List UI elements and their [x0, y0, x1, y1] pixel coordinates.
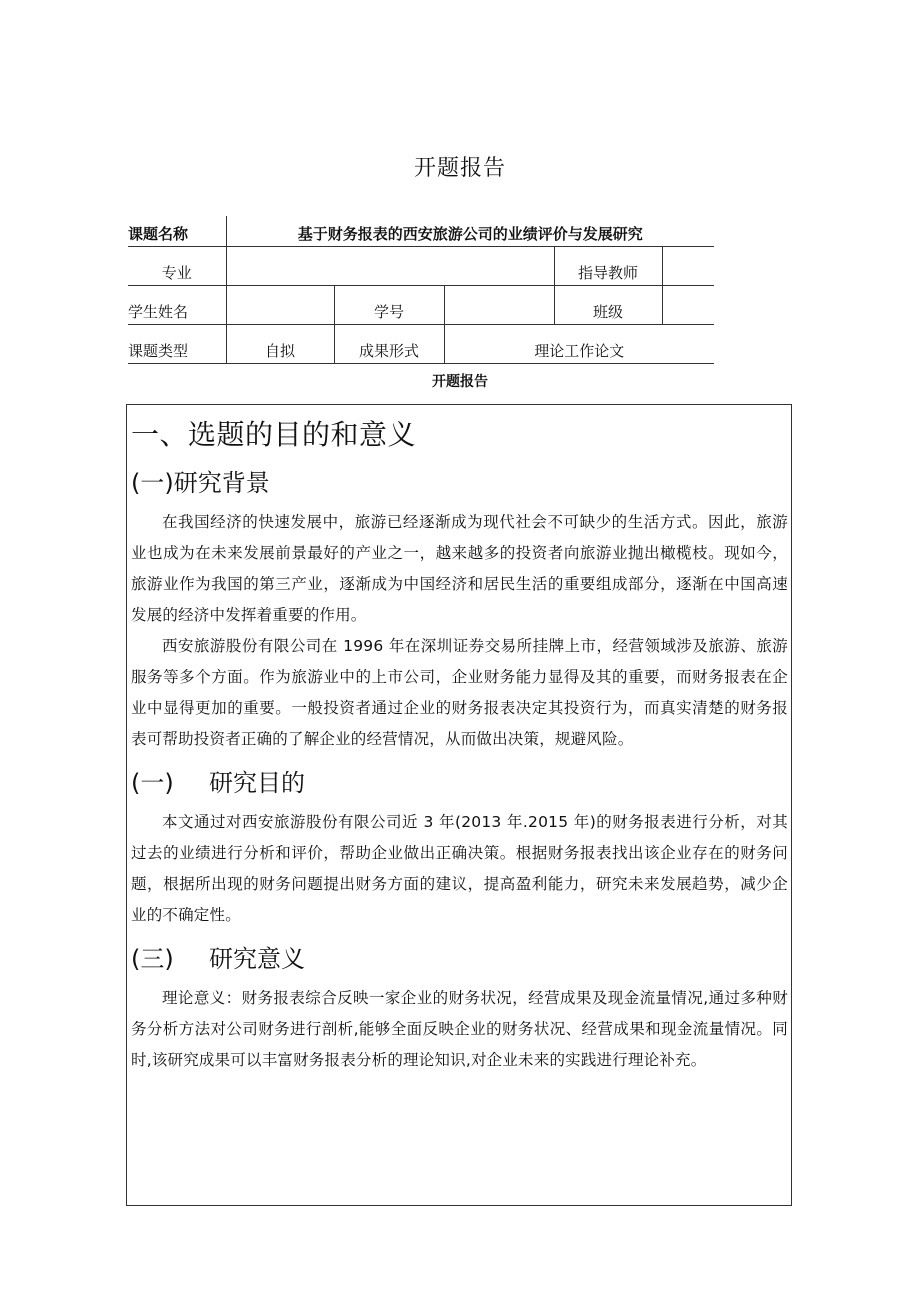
- report-content-box: [126, 404, 792, 1206]
- purpose-title: 研究目的: [209, 769, 305, 797]
- meaning-title: 研究意义: [209, 945, 305, 973]
- table-row: [128, 286, 714, 325]
- page-title: 开题报告: [413, 156, 506, 181]
- major-value: [226, 247, 554, 286]
- topic-label: 课题名称: [128, 216, 226, 247]
- id-value: [444, 286, 554, 325]
- id-label: 学号: [334, 286, 444, 325]
- table-row: [128, 247, 714, 286]
- section-heading: 一、选题的目的和意义: [131, 418, 417, 451]
- student-value: [226, 286, 334, 325]
- background-heading: (一)研究背景: [131, 469, 270, 497]
- purpose-number: (一): [131, 769, 174, 797]
- advisor-label: 指导教师: [554, 247, 662, 286]
- background-paragraph-2: 西安旅游股份有限公司在 1996 年在深圳证券交易所挂牌上市，经营领域涉及旅游、旅游服务等多个方面。作为旅游业中的上市公司，企业财务能力显得及其的重要，而财务报表在企业中显得更加的重要。一般投资者通过企业的财务报表决定其投资行为，而真实清楚的财务报表可帮助投资者正确的了解企业的经营情况，从而做出决策，规避风险。: [131, 637, 788, 748]
- type-value: 自拟: [226, 325, 334, 364]
- class-label: 班级: [554, 286, 662, 325]
- meaning-heading: [131, 941, 788, 977]
- form-value: 理论工作论文: [444, 325, 714, 364]
- info-table: [128, 216, 714, 364]
- purpose-heading: [131, 765, 788, 801]
- student-label: 学生姓名: [128, 286, 226, 325]
- table-row: [128, 325, 714, 364]
- background-paragraph-1: 在我国经济的快速发展中，旅游已经逐渐成为现代社会不可缺少的生活方式。因此，旅游业也成为在未来发展前景最好的产业之一，越来越多的投资者向旅游业抛出橄榄枝。现如今，旅游业作为我国的第三产业，逐渐成为中国经济和居民生活的重要组成部分，逐渐在中国高速发展的经济中发挥着重要的作用。: [131, 513, 788, 624]
- meaning-paragraph: 理论意义：财务报表综合反映一家企业的财务状况，经营成果及现金流量情况,通过多种财务分析方法对公司财务进行剖析,能够全面反映企业的财务状况、经营成果和现金流量情况。同时,该研究成果可以丰富财务报表分析的理论知识,对企业未来的实践进行理论补充。: [131, 989, 788, 1069]
- major-label: 专业: [128, 247, 226, 286]
- advisor-value: [662, 247, 714, 286]
- purpose-paragraph: 本文通过对西安旅游股份有限公司近 3 年(2013 年.2015 年)的财务报表进行分析，对其过去的业绩进行分析和评价，帮助企业做出正确决策。根据财务报表找出该企业存在的财务问题，根据所出现的财务问题提出财务方面的建议，提高盈利能力，研究未来发展趋势，减少企业的不确定性。: [131, 813, 788, 924]
- table-row: [128, 216, 714, 247]
- report-subtitle: 开题报告: [432, 374, 488, 390]
- type-label: 课题类型: [128, 325, 226, 364]
- class-value: [662, 286, 714, 325]
- meaning-number: (三): [131, 945, 174, 973]
- form-label: 成果形式: [334, 325, 444, 364]
- topic-value: 基于财务报表的西安旅游公司的业绩评价与发展研究: [226, 216, 714, 247]
